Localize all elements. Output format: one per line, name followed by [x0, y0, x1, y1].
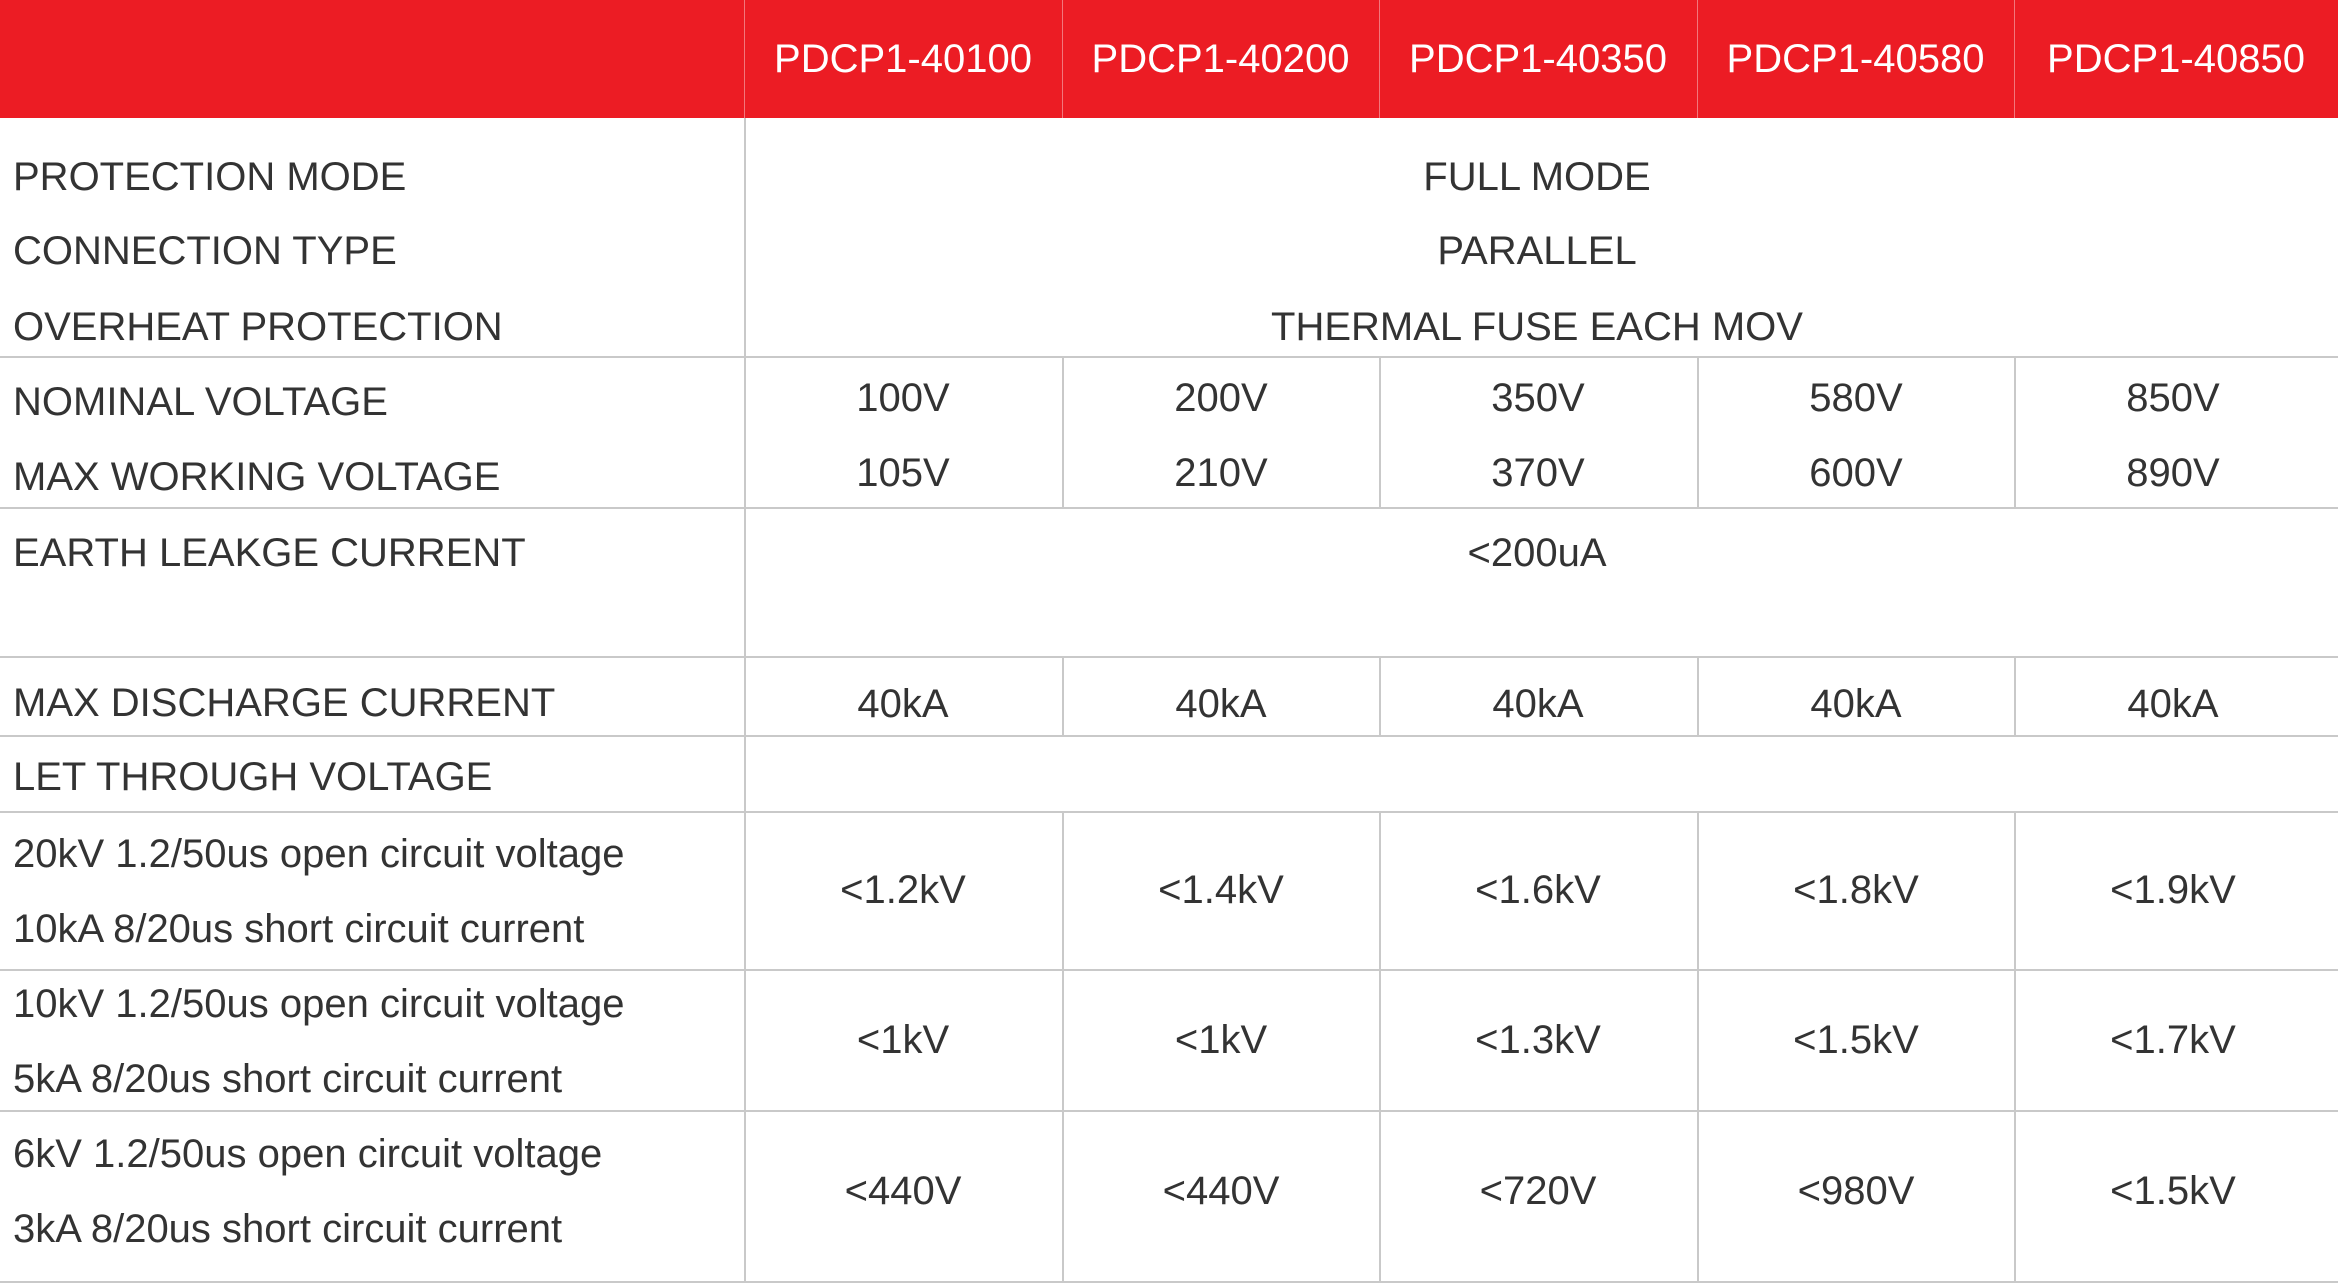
connection-type-label: CONNECTION TYPE — [13, 229, 397, 273]
column-divider — [1697, 811, 1699, 1283]
column-divider — [1379, 811, 1381, 1283]
max-working-voltage-cell: 105V — [856, 451, 950, 495]
overheat-protection-value: THERMAL FUSE EACH MOV — [1271, 305, 1803, 349]
test-condition-line: 20kV 1.2/50us open circuit voltage — [13, 832, 625, 876]
test-condition-line: 3kA 8/20us short circuit current — [13, 1207, 563, 1251]
nominal-voltage-cell: 200V — [1174, 376, 1268, 420]
let-through-cell: <1.8kV — [1793, 868, 1919, 912]
let-through-cell: <1kV — [856, 1018, 950, 1062]
row-divider — [0, 735, 2338, 737]
test-condition-line: 10kA 8/20us short circuit current — [13, 907, 585, 951]
let-through-cell: <1.5kV — [1793, 1018, 1919, 1062]
column-divider — [1697, 356, 1699, 507]
let-through-cell: <1.7kV — [2110, 1018, 2236, 1062]
test-condition-line: 10kV 1.2/50us open circuit voltage — [13, 982, 625, 1026]
column-divider — [2014, 656, 2016, 735]
column-divider — [1697, 656, 1699, 735]
model-header: PDCP1-40100 — [774, 36, 1032, 81]
let-through-label: LET THROUGH VOLTAGE — [13, 755, 493, 799]
row-divider — [0, 507, 2338, 509]
model-header: PDCP1-40580 — [1726, 36, 1985, 81]
test-condition-line: 5kA 8/20us short circuit current — [13, 1057, 563, 1101]
max-working-voltage-cell: 890V — [2126, 451, 2220, 495]
let-through-cell: <1.5kV — [2110, 1169, 2236, 1213]
column-divider — [2014, 356, 2016, 507]
max-discharge-cell: 40kA — [857, 682, 949, 726]
max-working-voltage-label: MAX WORKING VOLTAGE — [13, 455, 501, 499]
let-through-cell: <1.9kV — [2110, 868, 2236, 912]
max-working-voltage-cell: 370V — [1491, 451, 1585, 495]
max-discharge-cell: 40kA — [1810, 682, 1902, 726]
let-through-cell: <1kV — [1174, 1018, 1268, 1062]
let-through-cell: <1.2kV — [840, 868, 966, 912]
row-divider — [0, 1110, 2338, 1112]
let-through-cell: <1.3kV — [1475, 1018, 1601, 1062]
nominal-voltage-cell: 350V — [1491, 376, 1585, 420]
column-divider — [1062, 656, 1064, 735]
column-divider — [1379, 356, 1381, 507]
nominal-voltage-cell: 100V — [856, 376, 950, 420]
row-divider — [0, 1281, 2338, 1283]
max-working-voltage-cell: 600V — [1809, 451, 1903, 495]
column-divider — [1379, 656, 1381, 735]
overheat-protection-label: OVERHEAT PROTECTION — [13, 305, 503, 349]
let-through-cell: <440V — [844, 1169, 962, 1213]
model-header: PDCP1-40850 — [2047, 36, 2305, 81]
protection-mode-label: PROTECTION MODE — [13, 155, 407, 199]
earth-leakage-value: <200uA — [1467, 531, 1607, 575]
let-through-cell: <720V — [1479, 1169, 1597, 1213]
nominal-voltage-label: NOMINAL VOLTAGE — [13, 380, 388, 424]
row-divider — [0, 969, 2338, 971]
let-through-cell: <980V — [1797, 1169, 1915, 1213]
let-through-cell: <1.6kV — [1475, 868, 1601, 912]
row-divider — [0, 356, 2338, 358]
row-divider — [0, 811, 2338, 813]
row-divider — [0, 656, 2338, 658]
nominal-voltage-cell: 850V — [2126, 376, 2220, 420]
max-discharge-cell: 40kA — [1492, 682, 1584, 726]
max-discharge-label: MAX DISCHARGE CURRENT — [13, 681, 556, 725]
model-header: PDCP1-40350 — [1409, 36, 1667, 81]
column-divider — [744, 118, 746, 1283]
let-through-cell: <1.4kV — [1158, 868, 1284, 912]
max-working-voltage-cell: 210V — [1174, 451, 1268, 495]
max-discharge-cell: 40kA — [2127, 682, 2219, 726]
earth-leakage-label: EARTH LEAKGE CURRENT — [13, 531, 526, 575]
max-discharge-cell: 40kA — [1175, 682, 1267, 726]
protection-mode-value: FULL MODE — [1423, 155, 1651, 199]
let-through-cell: <440V — [1162, 1169, 1280, 1213]
nominal-voltage-cell: 580V — [1809, 376, 1903, 420]
model-header: PDCP1-40200 — [1091, 36, 1350, 81]
connection-type-value: PARALLEL — [1437, 229, 1637, 273]
column-divider — [1062, 356, 1064, 507]
column-divider — [1062, 811, 1064, 1283]
test-condition-line: 6kV 1.2/50us open circuit voltage — [13, 1132, 603, 1176]
column-divider — [2014, 811, 2016, 1283]
